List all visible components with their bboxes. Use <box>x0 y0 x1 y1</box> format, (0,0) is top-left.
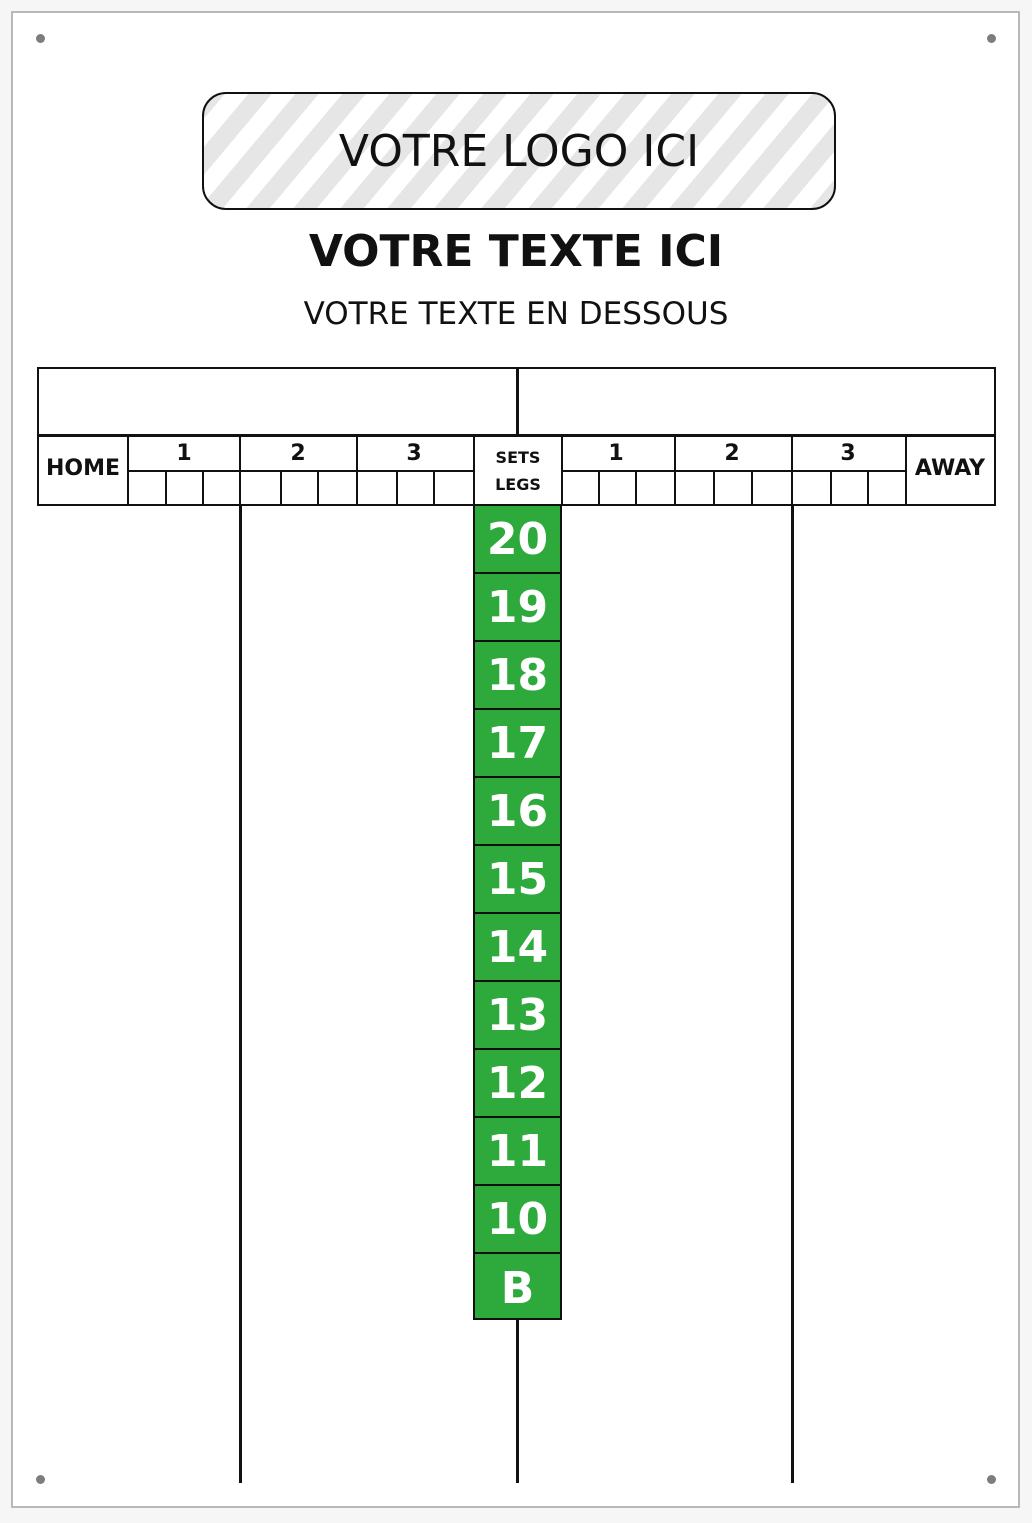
number-cell-10: 10 <box>475 1186 560 1254</box>
home-set-3-label: 3 <box>406 441 422 466</box>
legs-label: LEGS <box>495 475 541 494</box>
number-cell-bull: B <box>500 1262 535 1314</box>
number-cell-15: 15 <box>475 846 560 914</box>
away-legs-line <box>561 470 906 472</box>
number-cell-18: 18 <box>475 642 560 710</box>
leg-tick <box>713 470 715 505</box>
number-cell-20: 20 <box>475 506 560 574</box>
number-cell-16: 16 <box>475 778 560 846</box>
leg-tick <box>396 470 398 505</box>
sets-label: SETS <box>495 448 541 467</box>
leg-tick <box>867 470 869 505</box>
leg-tick <box>165 470 167 505</box>
number-cell-12: 12 <box>475 1050 560 1118</box>
number-cell-14: 14 <box>475 914 560 982</box>
column-line-left <box>239 504 242 1483</box>
dart-number-column <box>473 504 562 1320</box>
screw-hole-top-left <box>36 34 45 43</box>
leg-tick <box>830 470 832 505</box>
leg-tick <box>317 470 319 505</box>
home-set-1-label: 1 <box>176 441 192 466</box>
number-cell-19: 19 <box>475 574 560 642</box>
screw-hole-top-right <box>987 34 996 43</box>
logo-placeholder <box>202 92 836 210</box>
leg-tick <box>280 470 282 505</box>
column-line-right <box>791 504 794 1483</box>
home-legs-line <box>127 470 474 472</box>
page-title: VOTRE TEXTE ICI <box>308 226 724 277</box>
name-row-center-divider <box>516 367 519 436</box>
leg-tick <box>598 470 600 505</box>
number-cell-13: 13 <box>475 982 560 1050</box>
number-cell-11: 11 <box>475 1118 560 1186</box>
leg-tick <box>433 470 435 505</box>
column-line-center <box>516 1318 519 1483</box>
leg-tick <box>202 470 204 505</box>
away-set-3-label: 3 <box>840 441 856 466</box>
home-label: HOME <box>45 456 121 481</box>
away-set-1-label: 1 <box>608 441 624 466</box>
away-label: AWAY <box>914 456 986 481</box>
number-cell-17: 17 <box>475 710 560 778</box>
screw-hole-bottom-right <box>987 1475 996 1484</box>
logo-text: VOTRE LOGO ICI <box>338 125 700 177</box>
away-set-2-label: 2 <box>724 441 740 466</box>
page-subtitle: VOTRE TEXTE EN DESSOUS <box>303 296 729 332</box>
leg-tick <box>635 470 637 505</box>
home-set-2-label: 2 <box>290 441 306 466</box>
leg-tick <box>751 470 753 505</box>
screw-hole-bottom-left <box>36 1475 45 1484</box>
